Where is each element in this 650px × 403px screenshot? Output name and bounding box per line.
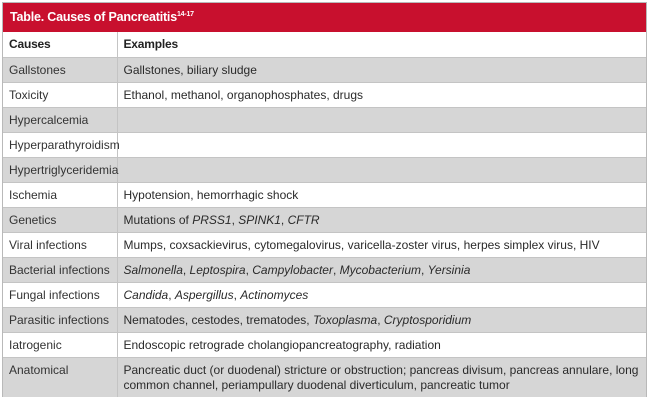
italic-organism-name: Candida bbox=[123, 287, 169, 302]
example-text: , bbox=[421, 262, 428, 277]
table-row bbox=[3, 207, 646, 232]
examples-cell bbox=[117, 307, 646, 332]
italic-organism-name: Toxoplasma bbox=[312, 312, 378, 327]
italic-organism-name: Yersinia bbox=[427, 262, 471, 277]
example-text: , bbox=[245, 262, 253, 277]
italic-organism-name: CFTR bbox=[287, 212, 320, 227]
example-text: , bbox=[280, 212, 288, 227]
example-text: , bbox=[377, 312, 384, 327]
example-text: , bbox=[168, 287, 175, 302]
cause-cell: Fungal infections bbox=[3, 282, 117, 307]
italic-organism-name: Mycobacterium bbox=[339, 262, 421, 277]
cause-cell: Toxicity bbox=[3, 82, 117, 107]
causes-table bbox=[2, 2, 647, 397]
example-text: Endoscopic retrograde cholangiopancreatography, radiation bbox=[123, 337, 441, 352]
italic-organism-name: Salmonella bbox=[123, 262, 183, 277]
example-text: Mumps, coxsackievirus, cytomegalovirus, varicella-zoster virus, herpes simplex virus, HIV bbox=[123, 237, 600, 252]
examples-cell bbox=[117, 207, 646, 232]
cause-cell: Ischemia bbox=[3, 182, 117, 207]
example-text: , bbox=[332, 262, 340, 277]
table-title-bar bbox=[3, 3, 646, 32]
examples-cell bbox=[117, 182, 646, 207]
cause-cell: Genetics bbox=[3, 207, 117, 232]
table-row bbox=[3, 332, 646, 357]
cause-cell: Viral infections bbox=[3, 232, 117, 257]
examples-cell bbox=[117, 257, 646, 282]
example-text: , bbox=[182, 262, 190, 277]
cause-cell: Iatrogenic bbox=[3, 332, 117, 357]
cause-cell: Gallstones bbox=[3, 57, 117, 82]
example-text: , bbox=[231, 212, 239, 227]
table-title-references: 14-17 bbox=[176, 10, 194, 18]
column-header-examples: Examples bbox=[117, 32, 646, 57]
examples-cell bbox=[117, 332, 646, 357]
table-body bbox=[3, 57, 646, 397]
examples-cell bbox=[117, 82, 646, 107]
example-text: Mutations of bbox=[123, 212, 193, 227]
examples-cell bbox=[117, 107, 646, 132]
italic-organism-name: SPINK1 bbox=[238, 212, 281, 227]
example-text: Nematodes, cestodes, trematodes, bbox=[123, 312, 313, 327]
example-text: Ethanol, methanol, organophosphates, drugs bbox=[123, 87, 364, 102]
table-row bbox=[3, 107, 646, 132]
example-text: Gallstones, biliary sludge bbox=[123, 62, 257, 77]
examples-cell bbox=[117, 57, 646, 82]
cause-cell: Hypercalcemia bbox=[3, 107, 117, 132]
cause-cell: Bacterial infections bbox=[3, 257, 117, 282]
table-row bbox=[3, 257, 646, 282]
table-title: Table. Causes of Pancreatitis bbox=[10, 10, 177, 24]
table-row bbox=[3, 157, 646, 182]
italic-organism-name: Campylobacter bbox=[252, 262, 333, 277]
table-row bbox=[3, 182, 646, 207]
examples-cell bbox=[117, 132, 646, 157]
example-text: Hypotension, hemorrhagic shock bbox=[123, 187, 299, 202]
column-header-causes: Causes bbox=[3, 32, 117, 57]
header-row bbox=[3, 32, 646, 57]
table-row bbox=[3, 57, 646, 82]
table-row bbox=[3, 82, 646, 107]
italic-organism-name: Actinomyces bbox=[240, 287, 309, 302]
cause-cell: Hyperparathyroidism bbox=[3, 132, 117, 157]
italic-organism-name: Cryptosporidium bbox=[383, 312, 472, 327]
table-row bbox=[3, 357, 646, 397]
example-text: Pancreatic duct (or duodenal) stricture or obstruction; pancreas divisum, pancreas annulare, long common channel, periampullary duodenal diverticulum, pancreatic tumor bbox=[123, 362, 639, 392]
italic-organism-name: PRSS1 bbox=[192, 212, 232, 227]
cause-cell: Parasitic infections bbox=[3, 307, 117, 332]
table-row bbox=[3, 132, 646, 157]
example-text: , bbox=[233, 287, 241, 302]
italic-organism-name: Aspergillus bbox=[174, 287, 234, 302]
cause-cell: Hypertriglyceridemia bbox=[3, 157, 117, 182]
examples-cell bbox=[117, 282, 646, 307]
cause-cell: Anatomical bbox=[3, 357, 117, 397]
table-row bbox=[3, 307, 646, 332]
examples-cell bbox=[117, 232, 646, 257]
table-row bbox=[3, 232, 646, 257]
italic-organism-name: Leptospira bbox=[189, 262, 246, 277]
examples-cell bbox=[117, 357, 646, 397]
table-row bbox=[3, 282, 646, 307]
data-table bbox=[3, 32, 646, 397]
examples-cell bbox=[117, 157, 646, 182]
